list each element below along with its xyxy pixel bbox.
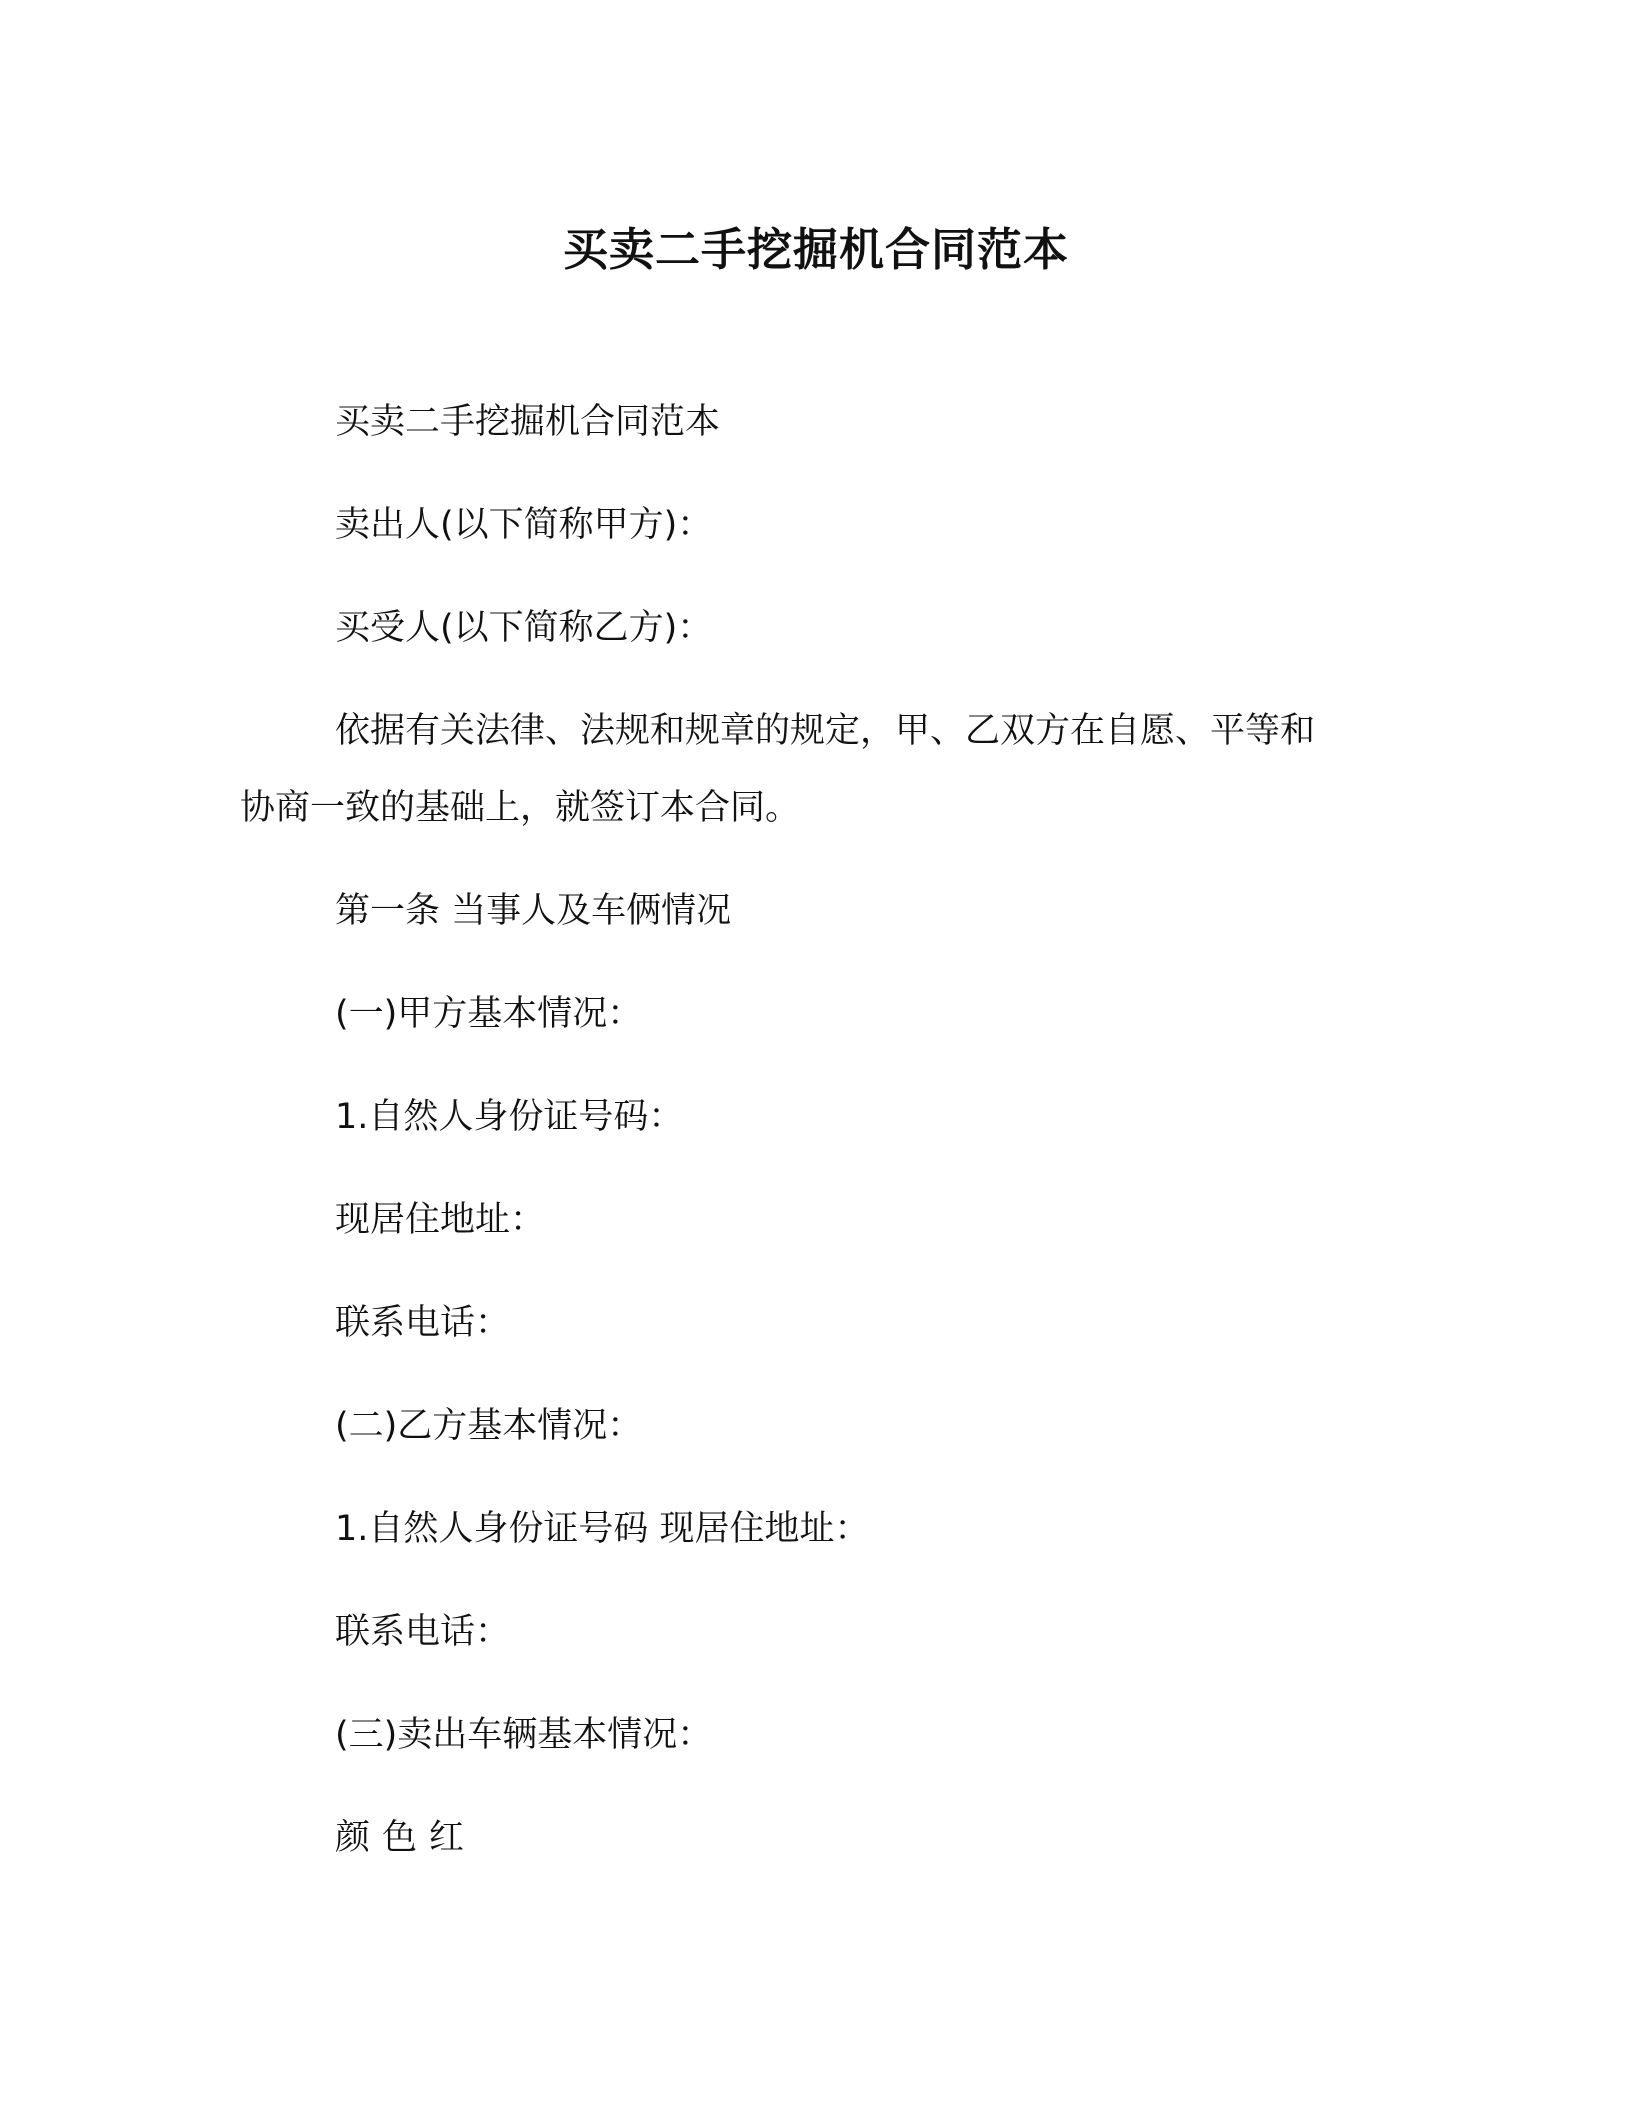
preamble-line-2: 协商一致的基础上，就签订本合同。 — [240, 788, 801, 828]
document-title: 买卖二手挖掘机合同范本 — [562, 223, 1069, 276]
seller-line: 卖出人(以下简称甲方)： — [335, 505, 713, 545]
party-a-address-line: 现居住地址： — [335, 1200, 546, 1240]
party-b-heading: (二)乙方基本情况： — [335, 1406, 643, 1446]
vehicle-info-heading: (三)卖出车辆基本情况： — [335, 1715, 713, 1755]
subtitle-line: 买卖二手挖掘机合同范本 — [335, 402, 721, 442]
party-b-id-address-line: 1.自然人身份证号码 现居住地址： — [335, 1509, 870, 1549]
buyer-line: 买受人(以下简称乙方)： — [335, 608, 713, 648]
party-a-id-line: 1.自然人身份证号码： — [335, 1097, 684, 1137]
party-a-heading: (一)甲方基本情况： — [335, 994, 643, 1034]
article-one-heading: 第一条 当事人及车俩情况 — [335, 891, 732, 931]
vehicle-color-line: 颜色红 — [335, 1818, 477, 1858]
party-b-phone-line: 联系电话： — [335, 1612, 511, 1652]
preamble-line-1: 依据有关法律、法规和规章的规定，甲、乙双方在自愿、平等和 — [335, 711, 1316, 751]
party-a-phone-line: 联系电话： — [335, 1303, 511, 1343]
